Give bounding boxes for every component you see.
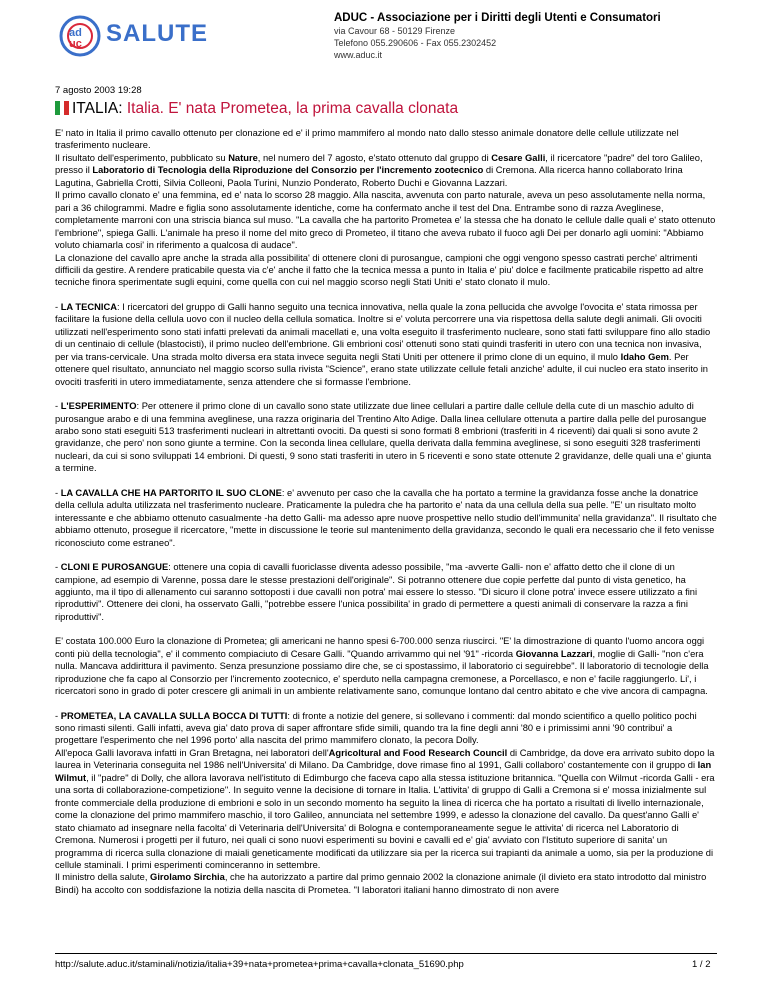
body-text: Il primo cavallo clonato e' una femmina, ed e' nata lo scorso 28 maggio. Alla nascita, avvenuta con parto naturale, aveva un peso assolutamente nella norma, pari a 36 chilogrammi. Madre e figlia sono assolutamente identiche, come ha confermato anche il test del Dna. Entrambe sono di razza Aveglinese, completamente marroni con una striscia bianca sul muso. "La cavalla che ha partorito Prometea e' la stessa che ha donato le cellule dalle quali e' stato ottenuto l'embrione", spiega Galli. L'animale ha preso il nome del mito greco di Prometeo, il titano che aveva rubato il fuoco agli Dei per donarlo agli uomini: "Abbiamo voluto chiamarla cosi' in riferimento a qualcosa di audace". (55, 190, 716, 251)
svg-text:uc: uc (69, 38, 82, 50)
bold-text: PROMETEA, LA CAVALLA SULLA BOCCA DI TUTTI (60, 710, 288, 721)
bold-text: Ian Wilmut (55, 760, 712, 783)
body-text: . Per ottenere quel risultato, annunciato nel maggio scorso sulla rivista "Science", erano state utilizzate cellule fetali anziche' adulte, il cui nucleo era stato inserito in ovociti trasferiti in utero immediatamente, senza attendere che si formasse l'embrione. (55, 351, 708, 387)
article-paragraph (55, 635, 717, 697)
footer-divider (55, 953, 717, 954)
body-text: Il risultato dell'esperimento, pubblicato su (55, 152, 229, 163)
body-text: E' costata 100.000 Euro la clonazione di Prometea; gli americani ne hanno spesi 6-700.000 senza riuscirci. "E' la dimostrazione di quanto l'uomo ancora oggi conti più della tecnologia", e' il commento compiaciuto di Cesare Galli. "Quando arrivammo qui nel '91" -ricorda (55, 636, 705, 659)
page-number: 1 / 2 (692, 959, 711, 970)
body-text: : di fronte a notizie del genere, si sollevano i commenti: dal mondo scientifico a quello politico pochi sono rimasti silenti. Galli infatti, aveva gia' dato prova di saper affrontare sfide simili, quando tra la fine degli anni '80 e i primissimi anni '90 contribui' a progettare l'esperimento che nel 1996 porto' alla nascita del primo mammifero clonato, la pecora Dolly. (55, 710, 697, 746)
aduc-salute-logo[interactable] (56, 14, 206, 60)
bold-text: Nature (228, 152, 258, 163)
article-date: 7 agosto 2003 19:28 (55, 85, 142, 96)
body-text: - (55, 401, 61, 412)
body-text: , che ha autorizzato a partire dal primo gennaio 2002 la clonazione animale (il divieto era stato introdotto dal ministro Bindi) ha accolto con soddisfazione la notizia della nascita di Prometea. "I laboratori italiani hanno dimostrato di non avere (55, 872, 707, 895)
body-text: - (55, 562, 61, 573)
bold-text: Girolamo Sirchia (150, 872, 225, 883)
body-text: All'epoca Galli lavorava infatti in Gran Bretagna, nei laboratori dell' (55, 747, 329, 758)
body-text: La clonazione del cavallo apre anche la strada alla possibilita' di ottenere cloni di purosangue, campioni che oggi vengono spesso castrati perche' altrimenti difficili da gestire. A rendere praticabile questa via c'e' anche il fatto che la tecnica messa a punto in Italia e' piu' dolce e facilmente praticabile rispetto ad altre tecniche finora sperimentate sugli equini, come quella con cui nel maggio scorso negli Stati Uniti e' stato clonato il mulo. (55, 252, 704, 288)
body-text: - (55, 710, 61, 721)
title-prefix: ITALIA: (72, 100, 123, 117)
article-body (55, 127, 717, 908)
bold-text: Cesare Galli (491, 152, 546, 163)
bold-text: CLONI E PUROSANGUE (60, 562, 169, 573)
article-paragraph (55, 561, 717, 623)
body-text: : I ricercatori del gruppo di Galli hanno seguito una tecnica innovativa, nella quale la zona pellucida che avvolge l'ovocita e' stata rimossa per facilitare la fusione della cellula uovo con il nucleo della cellula somatica. Inoltre si e' voluta percorrere una via rispettosa della salute degli animali. Gli ovociti utilizzati nell'esperimento sono stati infatti prelevati da animali macellati e, una volta eseguito il trasferimento nucleare, sono stati fatti sviluppare fino allo stadio di un centinaio di cellule (blastocisti), il primo nucleo dell'embrione. Gli embrioni cosi' ottenuti sono stati quindi trasferiti in utero con una tecnica non invasiva, per via trans-cervicale. Una strada molto diversa era stata invece seguita negli Stati Uniti per ottenere il primo clone di un equino, il mulo (55, 301, 711, 362)
italian-flag-icon (55, 101, 69, 115)
bold-text: Laboratorio di Tecnologia della Riproduzione del Consorzio per l'incremento zootecnico (92, 165, 484, 176)
body-text: E' nato in Italia il primo cavallo ottenuto per clonazione ed e' il primo mammifero al mondo nato dallo stesso animale donatore delle cellule utilizzate nel trasferimento nucleare. (55, 128, 679, 151)
body-text: , il "padre" di Dolly, che allora lavorava nell'istituto di Edimburgo che faceva capo alla stessa istituzione britannica. "Quella con Wilmut -ricorda Galli - era una sorta di collaborazione-competizione". In seguito venne la decisione di tornare in Italia. L'attivita' di gruppo di Galli a Cremona si e' mossa inizialmente sul fronte commerciale della produzione di embrioni e solo in un secondo momento ha seguito la linea di ricerca che ha portato a risultati di livello internazionale, come la clonazione del primo mammifero maschio, il toro Galileo, annunciata nel settembre 1999, e adesso la clonazione del cavallo. Da quest'anno Galli e' stato chiamato ad insegnare nella facolta' di Veterinaria dell'Universita' di Bologna e contemporaneamente segue le attivita' di ricerca nel Laboratorio di Cremona. Numerosi i progetti per il futuro, nei quali ci sono nuovi esperimenti su bovini e cavalli ed e' gia' avviato con l'Istituto superiore di sanita' un programma di ricerca sulla clonazione di maiali geneticamente modificati da utilizzare sia per la ricerca sui trapianti da animale a uomo, sia per la produzione di cellule staminali. I primi esperimenti cominceranno in settembre. (55, 772, 715, 871)
organization-website[interactable]: www.aduc.it (334, 50, 383, 60)
body-text: : ottenere una copia di cavalli fuoriclasse diventa adesso possibile, "ma -avverte Galli- non e' affatto detto che il clone di un campione, ad esempio di Varenne, possa dare le stesse prestazioni dell'originale". Si potranno ottenere due copie perfette dal punto di vista genetico, ha aggiunto, ma il tipo di allenamento cui saranno sottoposti i due cavalli non potra' mai essere lo stesso. "Di sicuro il clone potra' invece essere utilizzato a fini riproduttivi". Ottenere dei cloni, ha osservato Galli, "potrebbe essere l'unica possibilita' in grado di permettere a questi animali di conservare la razza a fini riproduttivi". (55, 562, 698, 622)
bold-text: L'ESPERIMENTO (60, 401, 137, 412)
logo-text: SALUTE (106, 20, 208, 47)
bold-text: Idaho Gem (620, 351, 669, 362)
organization-phone: Telefono 055.290606 - Fax 055.2302452 (334, 38, 497, 48)
body-text: di Cambridge, da dove era arrivato subito dopo la laurea in Veterinaria conseguita nel 1986 nell'Universita' di Milano. Da Cambridge, dove rimase fino al 1991, Galli collaboro' costantemente con il gruppo di (55, 747, 715, 771)
article-paragraph (55, 127, 717, 289)
body-text: - (55, 301, 61, 312)
body-text: , moglie di Galli- "non c'era nulla. Mancava addirittura il pavimento. Senza presunzione possiamo dire che, se ci spostassimo, il laboratorio ci seguirebbe". Il laboratorio di tecnologie della riproduzione che fa capo al Consorzio per l'incremento zootecnico, e' sperduto nella campagna cremonese, a Porcellasco, e non e' facile raggiungerlo. Li', i ricercatori sono in grado di poter crescere gli animali in un ambiente relativamente sano, comunque lontano dal centro abitato e che vive ancora di campagna. (55, 648, 709, 697)
body-text: , il ricercatore "padre" del toro Galileo, presso il (55, 152, 703, 176)
bold-text: LA CAVALLA CHE HA PARTORITO IL SUO CLONE (60, 487, 282, 498)
organization-address: via Cavour 68 - 50129 Firenze (334, 26, 456, 36)
bold-text: Giovanna Lazzari (515, 648, 593, 659)
body-text: Il ministro della salute, (55, 872, 151, 883)
organization-info (334, 11, 754, 61)
title-text: Italia. E' nata Prometea, la prima cavalla clonata (122, 100, 459, 117)
body-text: - (55, 487, 61, 498)
article-paragraph (55, 301, 717, 388)
body-text: , nel numero del 7 agosto, e'stato ottenuto dal gruppo di (257, 152, 492, 163)
bold-text: Agricoltural and Food Research Council (328, 747, 508, 758)
logo-mark-icon (56, 14, 106, 60)
organization-name: ADUC - Associazione per i Diritti degli Utenti e Consumatori (334, 12, 661, 24)
bold-text: LA TECNICA (60, 301, 117, 312)
article-paragraph (55, 400, 717, 475)
footer-url[interactable]: http://salute.aduc.it/staminali/notizia/italia+39+nata+prometea+prima+cavalla+clonata_51690.php (55, 959, 464, 970)
article-title (55, 99, 458, 119)
article-paragraph (55, 487, 717, 549)
body-text: : e' avvenuto per caso che la cavalla che ha portato a termine la gravidanza fosse anche la donatrice della cellula adulta utilizzata nel trasferimento nucleare. Praticamente la puledra che ha partorito e' nata da una cellula della sua pelle. "E' un risultato molto interessante e che abbiamo ottenuto casualmente -ha detto Galli- ma adesso apre nuove prospettive nello studio dell'immunita' nella gravidanza". Il risultato che abbiamo ottenuto, prosegue il ricercatore, "mette in discussione le teorie sul mantenimento della gravidanza, secondo le quali era necessario che il feto venisse riconosciuto come estraneo". (55, 487, 717, 548)
svg-text:ad: ad (69, 27, 82, 39)
body-text: di Cremona. Alla ricerca hanno collaborato Irina Lagutina, Gabriella Crotti, Silvia Colleoni, Paola Turini, Nunzio Ponderato, Roberto Duchi e Giovanna Lazzari. (55, 165, 683, 188)
body-text: : Per ottenere il primo clone di un cavallo sono state utilizzate due linee cellulari a partire dalle cellule della cute di un maschio adulto di purosangue arabo e di una femmina aveglinese, una razza originaria del Trentino Alto Adige. Dalla linea cellulare ottenuta a partire dalla pelle del purosangue arabo sono stati eseguiti 513 trasferimenti nucleari in altrettanti ovociti. Da questi si sono formati 8 embrioni (trasferiti in 4 riceventi) dai quali si sono avute 2 gravidanze, che pero' non sono giunte a termine. Con la seconda linea cellulare, quella derivata dalla femmina aveglinese, si sono eseguiti 328 trasferimenti nucleari, da cui si sono sviluppati 14 embrioni. Di questi, 9 sono stati trasferiti in utero in 5 riceventi e sono state ottenute 2 gravidanze, delle quali una e' giunta a termine. (55, 401, 712, 474)
article-paragraph (55, 710, 717, 897)
